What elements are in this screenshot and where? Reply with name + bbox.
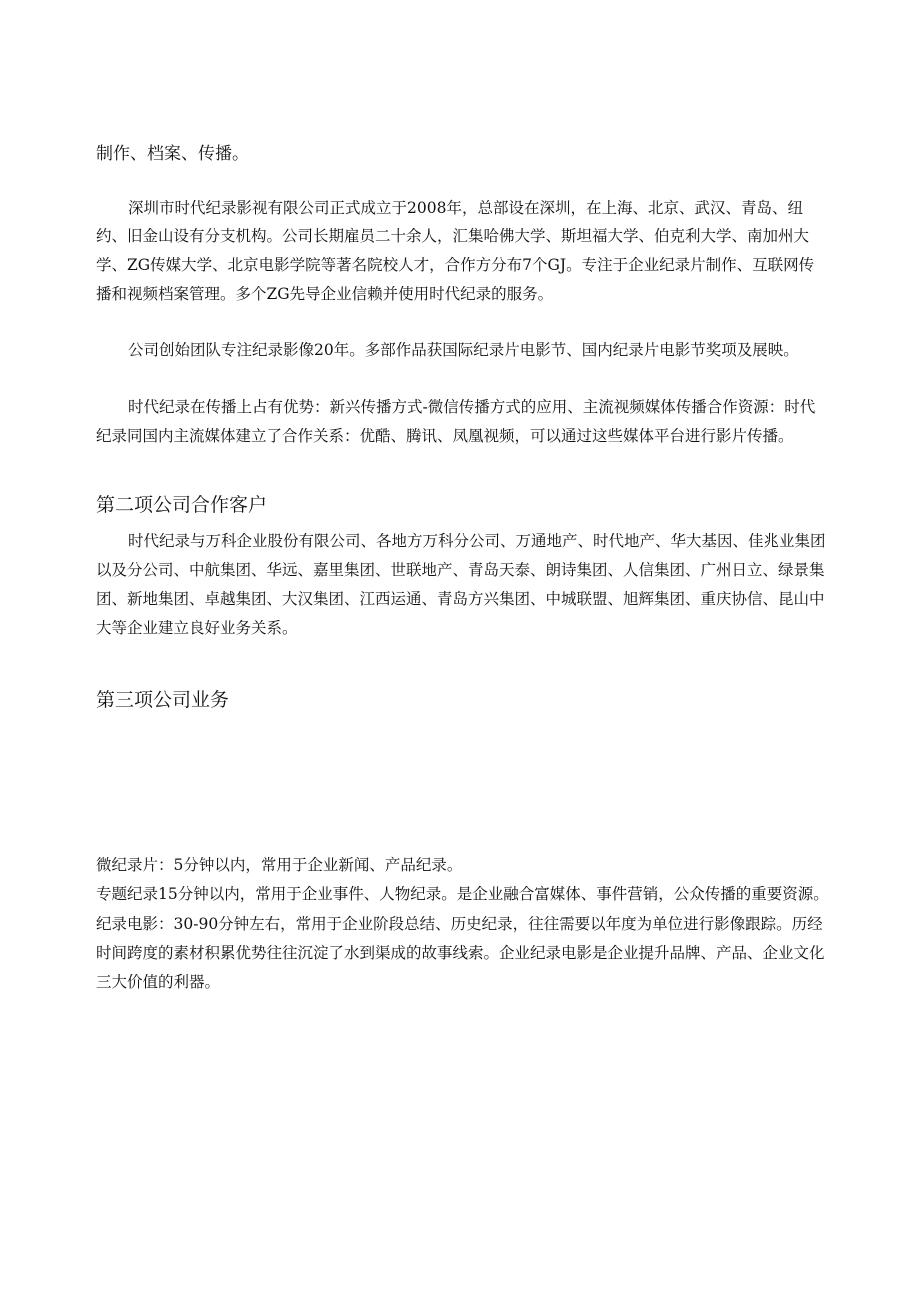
business-line-5: 三大价值的利器。 [96,973,221,991]
company-paragraph-1-line-4: 播和视频档案管理。多个ZG先导企业信赖并使用时代纪录的服务。 [96,285,554,303]
section-3-title: 第三项公司业务 [96,689,230,711]
company-paragraph-3-line-2: 纪录同国内主流媒体建立了合作关系：优酷、腾讯、凤凰视频，可以通过这些媒体平台进行影片传播。 [96,427,794,445]
company-paragraph-3-line-1: 时代纪录在传播上占有优势：新兴传播方式-微信传播方式的应用、主流视频媒体传播合作资源：时代 [128,398,816,416]
clients-paragraph-line-2: 以及分公司、中航集团、华远、嘉里集团、世联地产、青岛天泰、朗诗集团、人信集团、广州日立、绿景集 [96,561,825,579]
business-line-4: 时间跨度的素材积累优势往往沉淀了水到渠成的故事线索。企业纪录电影是企业提升品牌、产品、企业文化 [96,944,825,962]
company-paragraph-1-line-3: 学、ZG传媒大学、北京电影学院等著名院校人才，合作方分布7个GJ。专注于企业纪录片制作、互联网传 [96,256,815,274]
company-paragraph-1-line-2: 约、旧金山设有分支机构。公司长期雇员二十余人，汇集哈佛大学、斯坦福大学、伯克利大学、南加州大 [96,227,810,245]
business-line-3: 纪录电影：30-90分钟左右，常用于企业阶段总结、历史纪录，往往需要以年度为单位进行影像跟踪。历经 [96,915,823,933]
clients-paragraph-line-4: 大等企业建立良好业务关系。 [96,619,298,637]
business-line-1: 微纪录片：5分钟以内，常用于企业新闻、产品纪录。 [96,856,463,874]
business-line-2: 专题纪录15分钟以内，常用于企业事件、人物纪录。是企业融合富媒体、事件营销，公众传播的重要资源。 [96,885,829,903]
intro-line: 制作、档案、传播。 [96,144,249,164]
clients-paragraph-line-1: 时代纪录与万科企业股份有限公司、各地方万科分公司、万通地产、时代地产、华大基因、佳兆业集团 [128,532,826,550]
section-2-title: 第二项公司合作客户 [96,494,268,516]
company-paragraph-1-line-1: 深圳市时代纪录影视有限公司正式成立于2008年，总部设在深圳，在上海、北京、武汉、青岛、纽 [128,199,803,217]
clients-paragraph-line-3: 团、新地集团、卓越集团、大汉集团、江西运通、青岛方兴集团、中城联盟、旭辉集团、重庆协信、昆山中 [96,590,825,608]
company-paragraph-2: 公司创始团队专注纪录影像20年。多部作品获国际纪录片电影节、国内纪录片电影节奖项及展映。 [128,341,799,359]
